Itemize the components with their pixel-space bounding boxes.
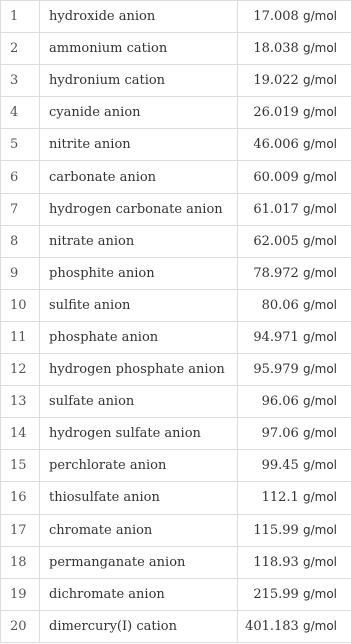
molar-mass-value: 115.99	[253, 522, 299, 538]
row-index: 18	[1, 546, 40, 578]
molar-mass-unit: g/mol	[302, 329, 337, 344]
molar-mass-cell	[238, 578, 351, 610]
molar-mass-value: 401.183	[245, 618, 299, 634]
molar-mass-unit: g/mol	[302, 554, 337, 569]
ion-name: sulfite anion	[40, 289, 238, 321]
molar-mass-unit: g/mol	[302, 137, 337, 152]
table-row	[1, 193, 351, 225]
row-index: 2	[1, 33, 40, 65]
molar-mass-unit: g/mol	[302, 105, 337, 120]
row-index: 7	[1, 193, 40, 225]
ion-name: dichromate anion	[40, 578, 238, 610]
molar-mass-unit: g/mol	[302, 426, 337, 441]
molar-mass-cell	[238, 97, 351, 129]
molar-mass-value: 26.019	[253, 105, 299, 121]
row-index: 12	[1, 354, 40, 386]
ion-name: hydrogen sulfate anion	[40, 418, 238, 450]
ion-name: thiosulfate anion	[40, 482, 238, 514]
molar-mass-cell	[238, 289, 351, 321]
molar-mass-value: 61.017	[253, 201, 299, 217]
molar-mass-unit: g/mol	[302, 490, 337, 505]
row-index: 9	[1, 257, 40, 289]
ion-name: nitrite anion	[40, 129, 238, 161]
molar-mass-cell	[238, 482, 351, 514]
molar-mass-cell	[238, 1, 351, 33]
molar-mass-value: 99.45	[261, 458, 299, 474]
molar-mass-value: 17.008	[253, 9, 299, 25]
table-row	[1, 321, 351, 353]
molar-mass-value: 96.06	[261, 394, 299, 410]
ion-name: hydroxide anion	[40, 1, 238, 33]
molar-mass-cell	[238, 129, 351, 161]
table-row	[1, 354, 351, 386]
row-index: 19	[1, 578, 40, 610]
ion-name: dimercury(I) cation	[40, 610, 238, 642]
row-index: 1	[1, 1, 40, 33]
molar-mass-cell	[238, 321, 351, 353]
molar-mass-unit: g/mol	[302, 618, 337, 633]
molar-mass-cell	[238, 257, 351, 289]
molar-mass-cell	[238, 33, 351, 65]
table-row	[1, 578, 351, 610]
ion-name: phosphate anion	[40, 321, 238, 353]
table-row	[1, 546, 351, 578]
molar-mass-value: 97.06	[261, 426, 299, 442]
ion-name: phosphite anion	[40, 257, 238, 289]
table-row	[1, 97, 351, 129]
molar-mass-unit: g/mol	[302, 169, 337, 184]
molar-mass-value: 78.972	[253, 265, 299, 281]
ion-name: perchlorate anion	[40, 450, 238, 482]
row-index: 17	[1, 514, 40, 546]
molar-mass-cell	[238, 450, 351, 482]
ion-name: carbonate anion	[40, 161, 238, 193]
molar-mass-unit: g/mol	[302, 233, 337, 248]
table-row	[1, 450, 351, 482]
row-index: 6	[1, 161, 40, 193]
row-index: 20	[1, 610, 40, 642]
molar-mass-unit: g/mol	[302, 522, 337, 537]
row-index: 16	[1, 482, 40, 514]
row-index: 11	[1, 321, 40, 353]
ion-name: chromate anion	[40, 514, 238, 546]
molar-mass-value: 215.99	[253, 586, 299, 602]
molar-mass-unit: g/mol	[302, 73, 337, 88]
molar-mass-cell	[238, 386, 351, 418]
ion-name: ammonium cation	[40, 33, 238, 65]
table-row	[1, 257, 351, 289]
table-row	[1, 514, 351, 546]
row-index: 13	[1, 386, 40, 418]
molar-mass-value: 62.005	[253, 233, 299, 249]
row-index: 5	[1, 129, 40, 161]
table-row	[1, 289, 351, 321]
ion-name: hydronium cation	[40, 65, 238, 97]
ion-name: cyanide anion	[40, 97, 238, 129]
row-index: 14	[1, 418, 40, 450]
ion-name: nitrate anion	[40, 225, 238, 257]
molar-mass-unit: g/mol	[302, 362, 337, 377]
molar-mass-cell	[238, 65, 351, 97]
molar-mass-unit: g/mol	[302, 586, 337, 601]
table-row	[1, 65, 351, 97]
molar-mass-value: 95.979	[253, 362, 299, 378]
molar-mass-value: 112.1	[261, 490, 299, 506]
molar-mass-value: 46.006	[253, 137, 299, 153]
molar-mass-unit: g/mol	[302, 201, 337, 216]
molar-mass-unit: g/mol	[302, 394, 337, 409]
table-row	[1, 386, 351, 418]
molar-mass-value: 60.009	[253, 169, 299, 185]
molar-mass-value: 19.022	[253, 73, 299, 89]
row-index: 8	[1, 225, 40, 257]
molar-mass-cell	[238, 546, 351, 578]
molar-mass-cell	[238, 354, 351, 386]
molar-mass-cell	[238, 610, 351, 642]
table-row	[1, 33, 351, 65]
molar-mass-value: 118.93	[253, 554, 299, 570]
molar-mass-cell	[238, 514, 351, 546]
ion-name: hydrogen phosphate anion	[40, 354, 238, 386]
table-row	[1, 225, 351, 257]
molar-mass-cell	[238, 418, 351, 450]
ion-name: hydrogen carbonate anion	[40, 193, 238, 225]
table-row	[1, 482, 351, 514]
table-row	[1, 1, 351, 33]
table-row	[1, 418, 351, 450]
row-index: 3	[1, 65, 40, 97]
ion-name: sulfate anion	[40, 386, 238, 418]
molar-mass-unit: g/mol	[302, 458, 337, 473]
table-row	[1, 129, 351, 161]
row-index: 4	[1, 97, 40, 129]
molar-mass-unit: g/mol	[302, 265, 337, 280]
molar-mass-value: 18.038	[253, 41, 299, 57]
ion-name: permanganate anion	[40, 546, 238, 578]
molar-mass-unit: g/mol	[302, 41, 337, 56]
table-row	[1, 161, 351, 193]
molar-mass-unit: g/mol	[302, 297, 337, 312]
table-body	[1, 1, 351, 643]
molar-mass-value: 94.971	[253, 329, 299, 345]
molar-mass-cell	[238, 193, 351, 225]
molar-mass-cell	[238, 225, 351, 257]
molar-mass-value: 80.06	[261, 297, 299, 313]
molar-mass-cell	[238, 161, 351, 193]
row-index: 15	[1, 450, 40, 482]
molar-mass-unit: g/mol	[302, 9, 337, 24]
table-row	[1, 610, 351, 642]
row-index: 10	[1, 289, 40, 321]
